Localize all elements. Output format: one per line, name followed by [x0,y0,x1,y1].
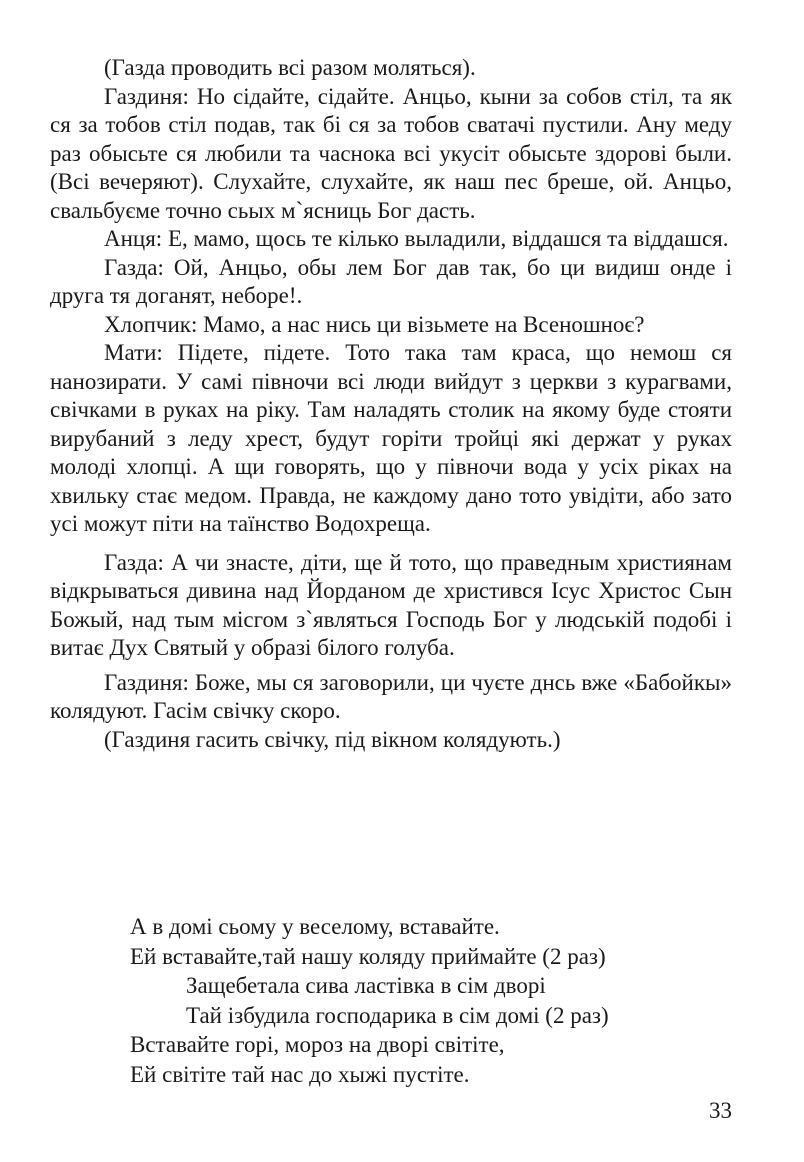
dialogue-paragraph: Газда: Ой, Анцьо, обы лем Бог дав так, бо ци видиш онде і друга тя доганят, неборе!. [50,254,732,308]
verse-line: Вставайте горі, мороз на дворі світіте, [130,1032,505,1057]
dialogue-paragraph: Мати: Підете, підете. Тото така там краса, що немош ся нанозирати. У самі півночи всі люди вийдут з церкви з курагвами, свічками в руках на ріку. Там наладять столик на якому буде стояти вирубаний з леду хрест, будут горіти тройці які держат у руках молоді хлопці. А щи говорять, що у півночи вода у усіх ріках на хвильку стає медом. Правда, не каждому дано тото увідіти, або зато усі можут піти на таїнство Водохреща. [50,340,732,536]
dialogue-paragraph: Газдиня: Но сідайте, сідайте. Анцьо, кыни за собов стіл, та як ся за тобов стіл подав, так бі ся за тобов сватачі пустили. Ану меду раз обысьте ся любили та часнока всі укусіт обысьте здорові были. (Всі вечеряют). Слухайте, слухайте, як наш пес бреше, ой. Анцьо, свальбуєме точно сьых м`ясниць Бог дасть. [50,83,732,223]
dialogue-paragraph: Анця: Е, мамо, щось те кілько выладили, віддашся та віддашся. [104,226,729,251]
stage-direction: (Газда проводить всі разом моляться). [104,55,476,80]
dialogue-text [50,54,732,754]
dialogue-paragraph: Газда: А чи знасте, діти, ще й тото, що праведным християнам відкрываться дивина над Йорданом де христився Ісус Христос Сын Божый, над тым місгом з`являться Господь Бог у людській подобі і витає Дух Святый у образі білого голуба. [50,549,732,660]
page-number: 33 [709,1098,732,1123]
verse-line: Тай ізбудила господарика в сім домі (2 раз) [186,1002,609,1028]
dialogue-paragraph: Хлопчик: Мамо, а нас нись ци візьмете на Всеношноє? [104,311,645,337]
stage-direction: (Газдиня гасить свічку, під вікном колядують.) [104,726,561,752]
carol-verse [130,912,730,1089]
verse-line: Ей світіте тай нас до хыжі пустіте. [130,1061,470,1087]
verse-line: Ей вставайте,тай нашу коляду приймайте (2 раз) [130,943,606,969]
verse-line: А в домі сьому у веселому, вставайте. [130,914,500,939]
verse-line: Защебетала сива ластівка в сім дворі [186,973,546,998]
dialogue-paragraph: Газдиня: Боже, мы ся заговорили, ци чуєте днсь вже «Бабойкы» колядуют. Гасім свічку скоро. [50,669,732,723]
